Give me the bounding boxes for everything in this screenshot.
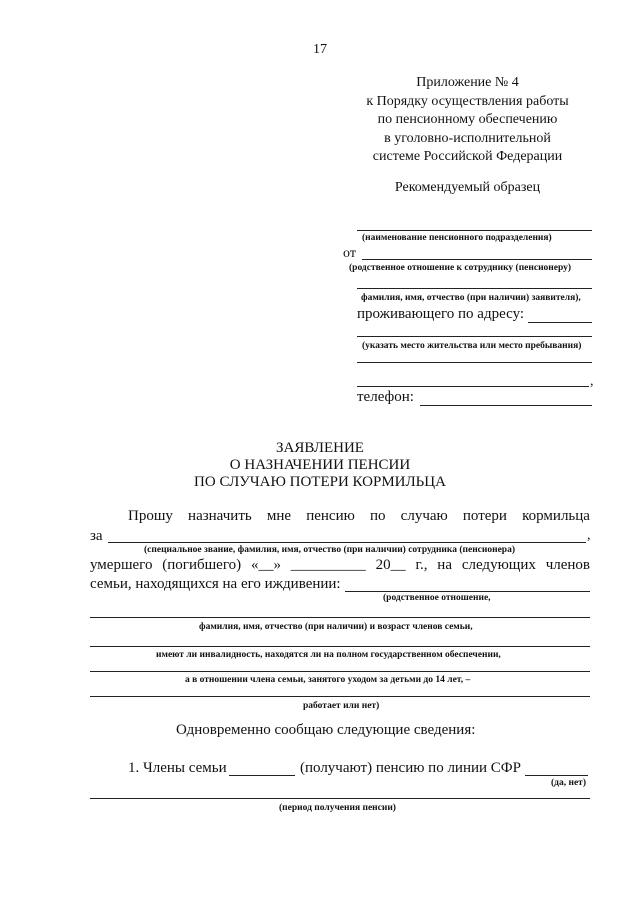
item1-mid: (получают) пенсию по линии СФР <box>300 760 521 776</box>
family-fill-line <box>345 591 590 592</box>
address-line <box>357 336 592 337</box>
request-line <box>128 508 590 525</box>
title-line: ЗАЯВЛЕНИЕ <box>276 440 364 456</box>
period-line <box>90 798 590 799</box>
header-line: по пенсионному обеспечению <box>377 112 558 127</box>
care-caption: а в отношении члена семьи, занятого уходом за детьми до 14 лет, – <box>185 675 471 685</box>
header-line: Приложение № 4 <box>416 75 519 90</box>
person-caption: (специальное звание, фамилия, имя, отчество (при наличии) сотрудника (пенсионера) <box>144 545 516 555</box>
header-line: в уголовно-исполнительной <box>384 130 551 146</box>
za-label: за <box>90 528 103 544</box>
item1-fill-1 <box>229 775 295 776</box>
names-caption: фамилия, имя, отчество (при наличии) и возраст членов семьи, <box>199 622 473 632</box>
title-line: О НАЗНАЧЕНИИ ПЕНСИИ <box>229 457 411 473</box>
simultaneous-info: Одновременно сообщаю следующие сведения: <box>176 722 476 738</box>
deceased-comma: , <box>587 528 591 543</box>
request-word: кормильца <box>522 508 590 524</box>
appendix-header <box>340 74 595 167</box>
names-line <box>90 617 590 618</box>
works-caption: работает или нет) <box>303 701 380 711</box>
disability-line <box>90 646 590 647</box>
request-word: случаю <box>400 508 448 524</box>
request-word: мне <box>266 508 292 524</box>
period-caption: (период получения пенсии) <box>279 803 396 813</box>
address-line-3 <box>357 386 589 387</box>
item1-fill-2 <box>525 775 588 776</box>
request-word: пенсию <box>306 508 355 524</box>
request-word: потери <box>462 508 507 524</box>
header-line: системе Российской Федерации <box>372 149 563 164</box>
residing-label: проживающего по адресу: <box>357 306 525 322</box>
pension-unit-caption: (наименование пенсионного подразделения) <box>362 233 552 243</box>
address-comma: , <box>590 374 594 389</box>
from-line <box>362 259 592 260</box>
yes-no-caption: (да, нет) <box>551 778 586 788</box>
request-word: назначить <box>188 508 252 524</box>
document-title <box>150 440 490 491</box>
care-line <box>90 671 590 672</box>
relation-caption: (родственное отношение, <box>383 593 491 603</box>
deceased-line <box>108 542 586 543</box>
address-line-2 <box>357 362 592 363</box>
item1-start: 1. Члены семьи <box>128 760 227 776</box>
relation-caption: (родственное отношение к сотруднику (пенсионеру) <box>349 263 572 273</box>
pension-unit-line <box>357 230 592 231</box>
family-line: семьи, находящихся на его иждивении: <box>90 576 341 592</box>
residing-line <box>528 322 592 323</box>
from-label: от <box>343 246 356 261</box>
address-caption: (указать место жительства или место пребывания) <box>362 341 582 351</box>
phone-label: телефон: <box>357 389 414 405</box>
header-line: к Порядку осуществления работы <box>366 93 569 109</box>
page-number: 17 <box>313 42 327 57</box>
died-line: умершего (погибшего) «__» __________ 20__ г., на следующих членов <box>90 557 590 573</box>
recommended-sample-label: Рекомендуемый образец <box>394 180 541 195</box>
title-line: ПО СЛУЧАЮ ПОТЕРИ КОРМИЛЬЦА <box>194 474 446 490</box>
phone-line <box>420 405 592 406</box>
request-word: Прошу <box>128 508 173 524</box>
disability-caption: имеют ли инвалидность, находятся ли на полном государственном обеспечении, <box>156 650 501 660</box>
works-line <box>90 696 590 697</box>
applicant-caption: фамилия, имя, отчество (при наличии) заявителя), <box>361 293 581 303</box>
applicant-line <box>357 288 592 289</box>
request-word: по <box>369 508 386 524</box>
